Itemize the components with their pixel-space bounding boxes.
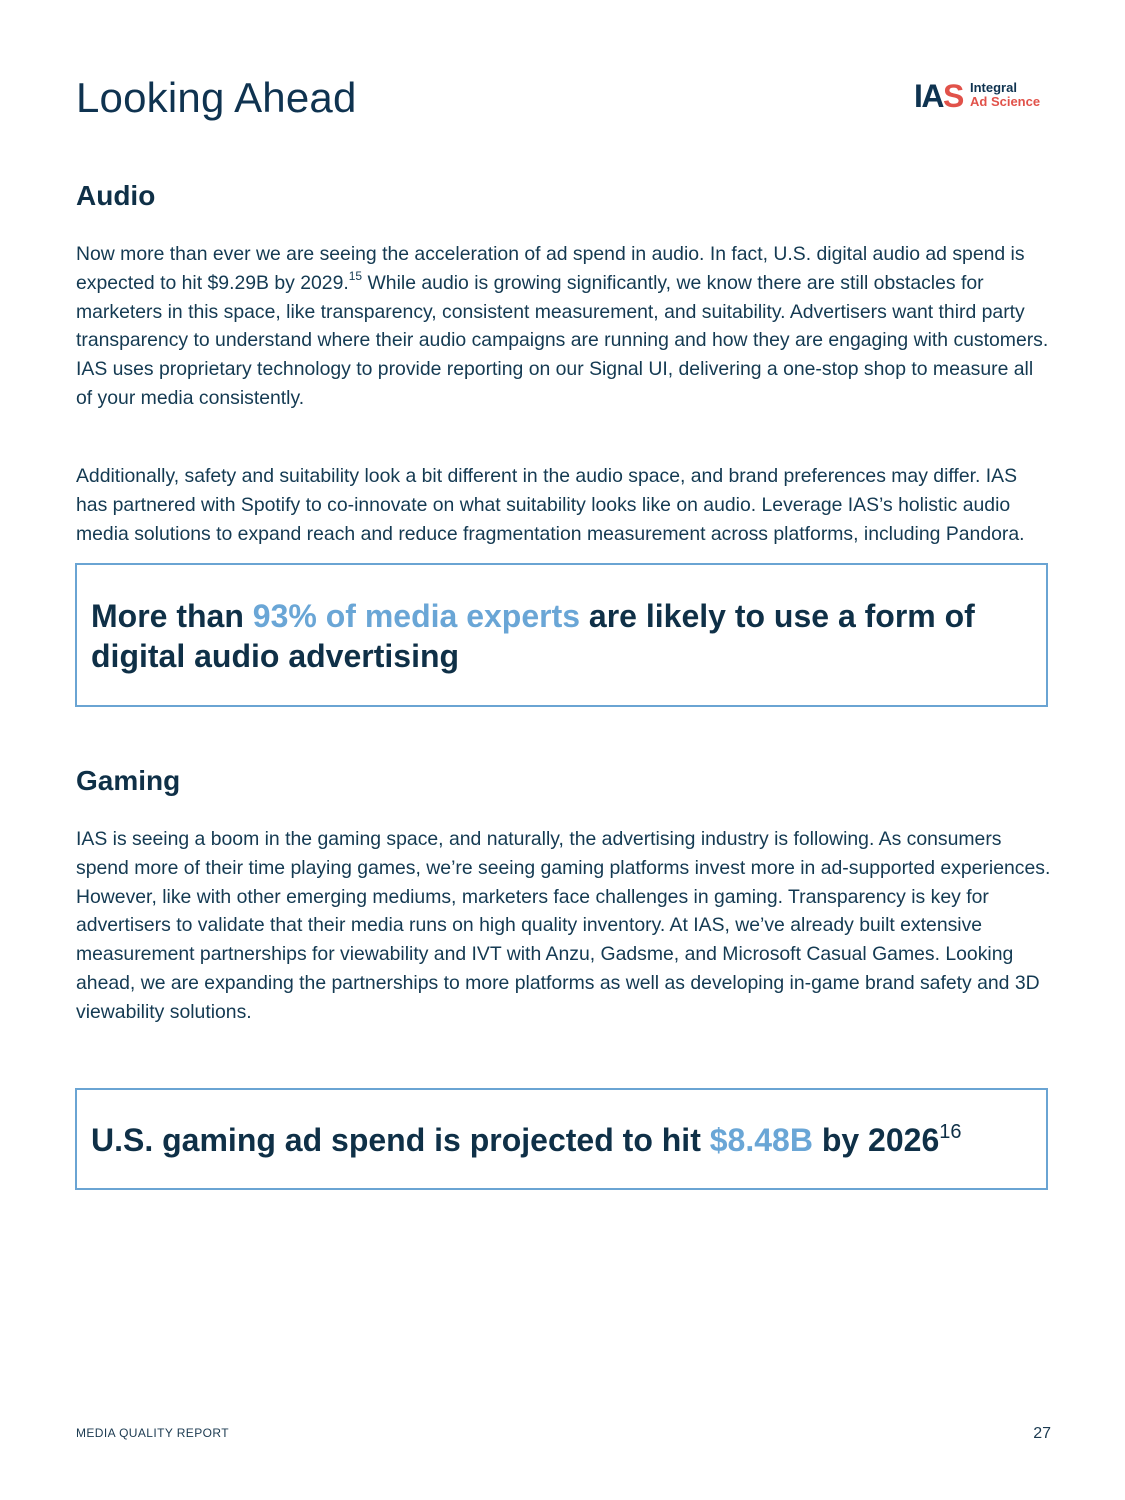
gaming-stat-callout [75,1088,1048,1190]
gaming-stat-text: U.S. gaming ad spend is projected to hit $8.48B by 2026$^{16}$ [91,1121,962,1158]
audio-stat-text: More than 93% of media experts are likely to use a form of digital audio advertising [91,598,975,674]
footnote-15: 15 [348,269,363,284]
gaming-paragraph: IAS is seeing a boom in the gaming space, and naturally, the advertising industry is following. As consumers spend more of their time playing games, we’re seeing gaming platforms invest more in ad-supported experiences. However, like with other emerging mediums, marketers face challenges in gaming. Transparency is key for advertisers to validate that their media runs on high quality inventory. At IAS, we’ve already built extensive measurement partnerships for viewability and IVT with Anzu, Gadsme, and Microsoft Casual Games. Looking ahead, we are expanding the partnerships to more platforms as well as developing in-game brand safety and 3D viewability solutions. [76,828,1051,1023]
logo-mark: IAS [914,78,963,114]
gaming-heading: Gaming [76,765,181,796]
audio-stat-highlight: 93% of media experts [252,598,581,634]
logo-wordmark: Integral Ad Science [970,80,1041,109]
gaming-stat-highlight: $8.48B [709,1122,813,1158]
page-title: Looking Ahead [76,74,357,121]
audio-paragraph-2: Additionally, safety and suitability look a bit different in the audio space, and brand preferences may differ. IAS has partnered with Spotify to co-innovate on what suitability looks like on audio. Leverage IAS’s holistic audio media solutions to expand reach and reduce fragmentation measurement across platforms, including Pandora. [76,465,1025,545]
footer-report-name: MEDIA QUALITY REPORT [76,1426,229,1440]
audio-stat-callout [75,563,1048,707]
ias-logo [914,80,1048,114]
footnote-16: 16 [939,1121,962,1144]
audio-paragraph-1: Now more than ever we are seeing the acceleration of ad spend in audio. In fact, U.S. digital audio ad spend is expected to hit $9.29B by 2029.15 While audio is growing significantly, we know there are still obstacles for marketers in this space, like transparency, consistent measurement, and suitability. Advertisers want third party transparency to understand where their audio campaigns are running and how they are engaging with customers. IAS uses proprietary technology to provide reporting on our Signal UI, delivering a one-stop shop to measure all of your media consistently. [76,243,1049,409]
page-number: 27 [1033,1425,1051,1442]
audio-heading: Audio [76,180,156,211]
